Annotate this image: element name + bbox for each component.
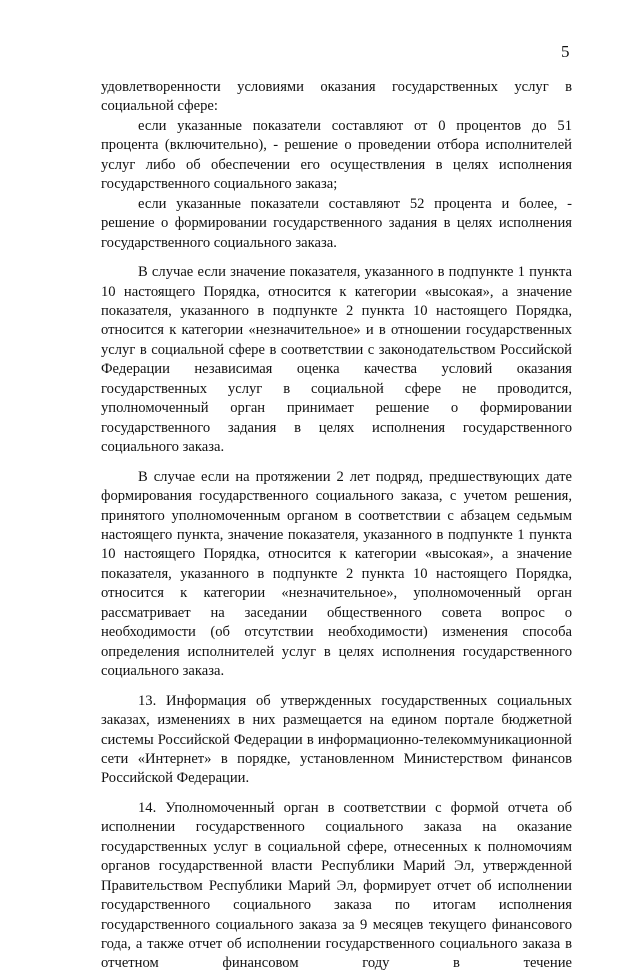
page-number: 5 (561, 42, 570, 61)
paragraph-high-category-case: В случае если значение показателя, указанного в подпункте 1 пункта 10 настоящего Порядка, относится к категории «высокая», а значение показателя, указанного в подпункте 2 пункта 10 настоящего Порядка, относится к категории «незначительное» и в отношении государственных услуг в социальной сфере в соответствии с законодательством Российской Федерации независимая оценка качества условий оказания государственных услуг в социальной сфере не проводится, уполномоченный орган принимает решение о формировании государственного задания в целях исполнения государственного социального заказа. (101, 264, 572, 456)
paragraph-continuation: удовлетворенности условиями оказания государственных услуг в социальной сфере: (101, 79, 572, 115)
paragraph-two-year-case: В случае если на протяжении 2 лет подряд, предшествующих дате формирования государственного социального заказа, с учетом решения, принятого уполномоченным органом в соответствии с абзацем седьмым настоящего пункта, значение показателя, указанного в подпункте 1 пункта 10 настоящего Порядка, относится к категории «высокая», а значение показателя, указанного в подпункте 2 пункта 10 настоящего Порядка, относится к категории «незначительное», уполномоченный орган рассматривает на заседании общественного совета вопрос о необходимости (об отсутствии необходимости) изменения способа определения исполнителей услуг в целях исполнения государственного социального заказа. (101, 468, 572, 680)
paragraph-threshold-high: если указанные показатели составляют 52 процента и более, - решение о формировании государственного задания в целях исполнения государственного социального заказа. (101, 195, 572, 251)
paragraph-item-13: 13. Информация об утвержденных государственных социальных заказах, изменениях в них размещается на едином портале бюджетной системы Российской Федерации в информационно-телекоммуникационной сети «Интернет» в порядке, установленном Министерством финансов Российской Федерации. (101, 692, 572, 787)
paragraph-threshold-low: если указанные показатели составляют от 0 процентов до 51 процента (включительно), - решение о проведении отбора исполнителей услуг либо об обеспечении его осуществления в целях исполнения государственного социального заказа; (101, 117, 572, 193)
paragraph-item-14: 14. Уполномоченный орган в соответствии с формой отчета об исполнении государственного социального заказа на оказание государственных услуг в социальной сфере, отнесенных к полномочиям органов государственной власти Республики Марий Эл, утвержденной Правительством Республики Марий Эл, формирует отчет об исполнении государственного социального заказа по итогам исполнения государственного социального заказа за 9 месяцев текущего финансового года, а также отчет об исполнении государственного социального заказа в отчетном финансовом году в течение (101, 799, 572, 972)
document-body (101, 78, 572, 974)
